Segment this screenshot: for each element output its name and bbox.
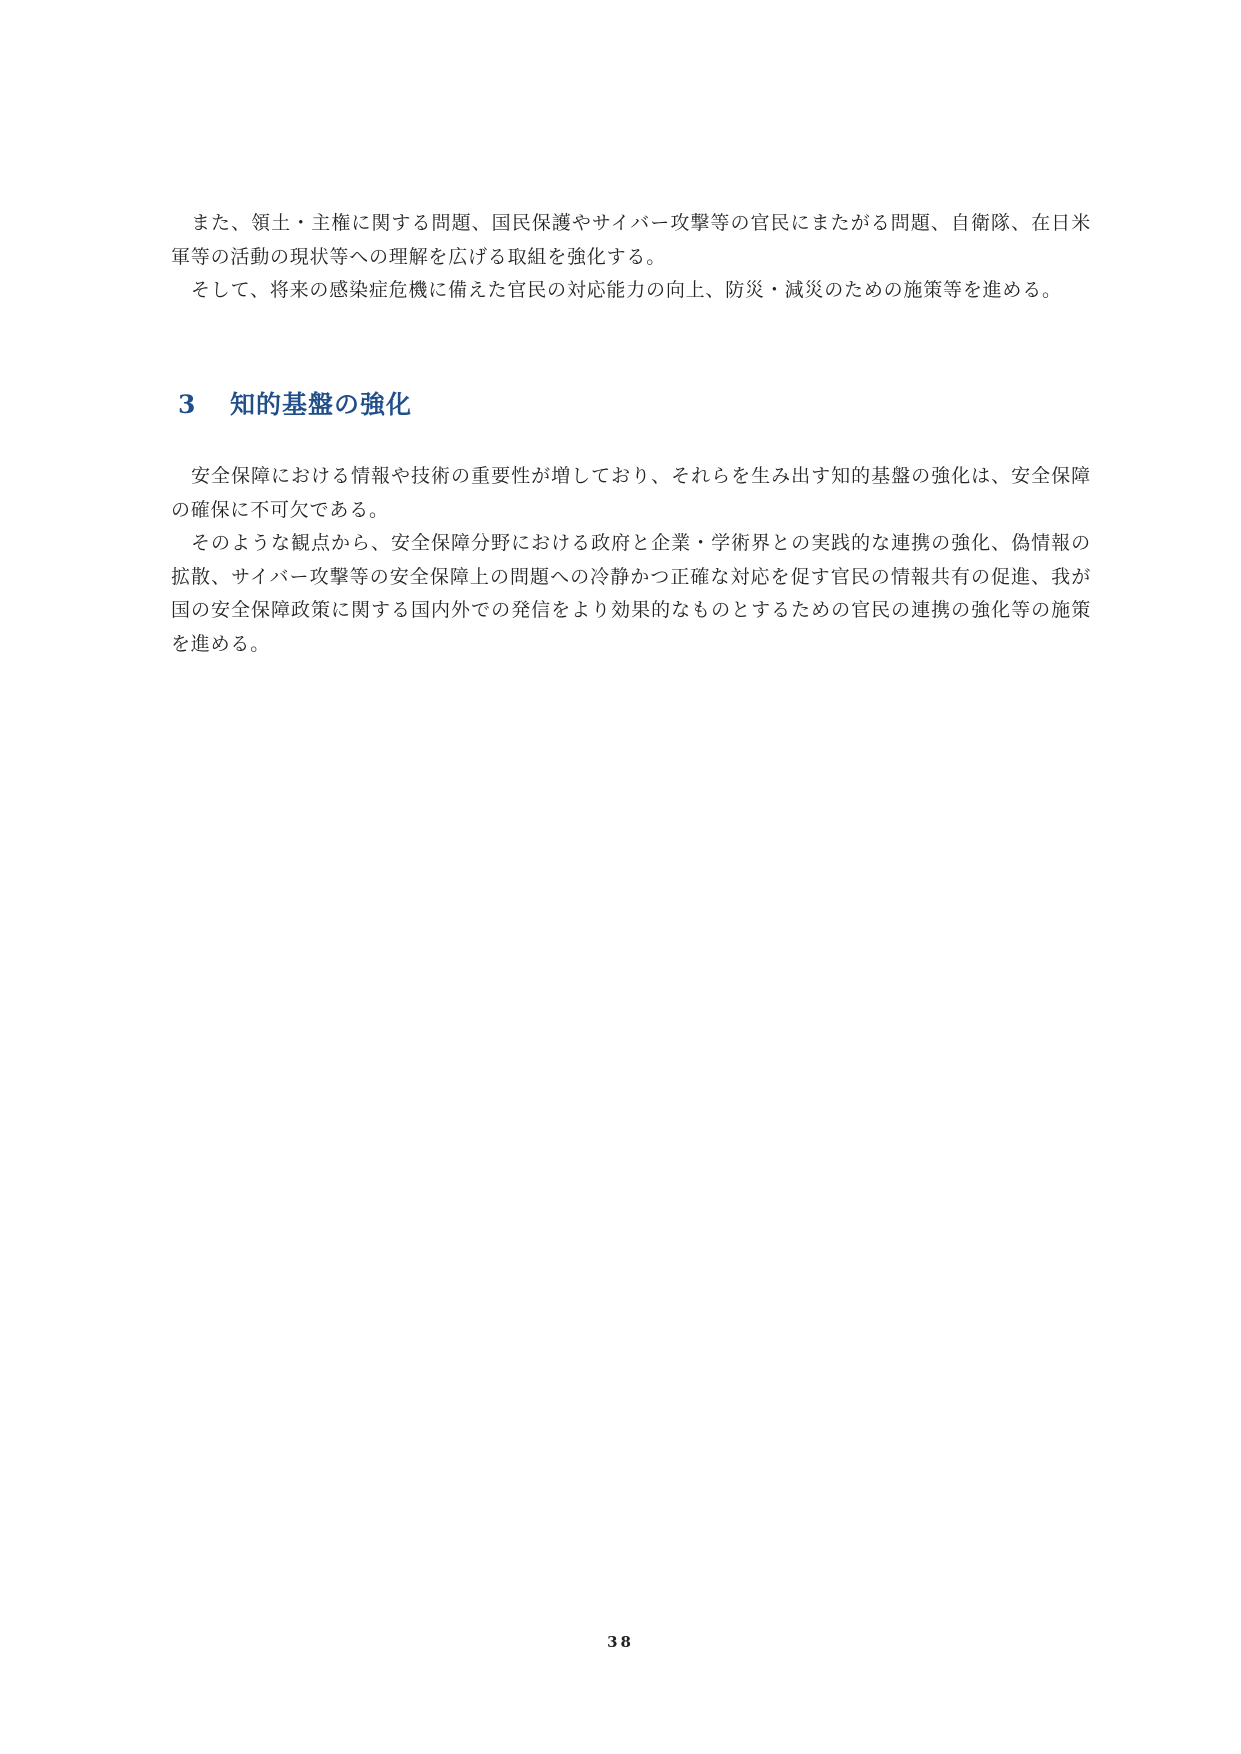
paragraph: 安全保障における情報や技術の重要性が増しており、それらを生み出す知的基盤の強化は、安全保障の確保に不可欠である。 — [171, 465, 1091, 521]
section-heading — [178, 385, 412, 421]
paragraph: そのような観点から、安全保障分野における政府と企業・学術界との実践的な連携の強化、偽情報の拡散、サイバー攻撃等の安全保障上の問題への冷静かつ正確な対応を促す官民の情報共有の促進、我が国の安全保障政策に関する国内外での発信をより効果的なものとするための官民の連携の強化等の施策を進める。 — [171, 532, 1091, 655]
section-text-block — [171, 460, 1091, 661]
paragraph: また、領土・主権に関する問題、国民保護やサイバー攻撃等の官民にまたがる問題、自衛隊、在日米軍等の活動の現状等への理解を広げる取組を強化する。 — [171, 212, 1091, 268]
paragraph: そして、将来の感染症危機に備えた官民の対応能力の向上、防災・減災のための施策等を進める。 — [191, 279, 1062, 301]
section-number: 3 — [178, 390, 197, 419]
page-number: 38 — [607, 1633, 634, 1651]
section-title: 知的基盤の強化 — [230, 390, 413, 419]
intro-text-block — [171, 207, 1091, 308]
